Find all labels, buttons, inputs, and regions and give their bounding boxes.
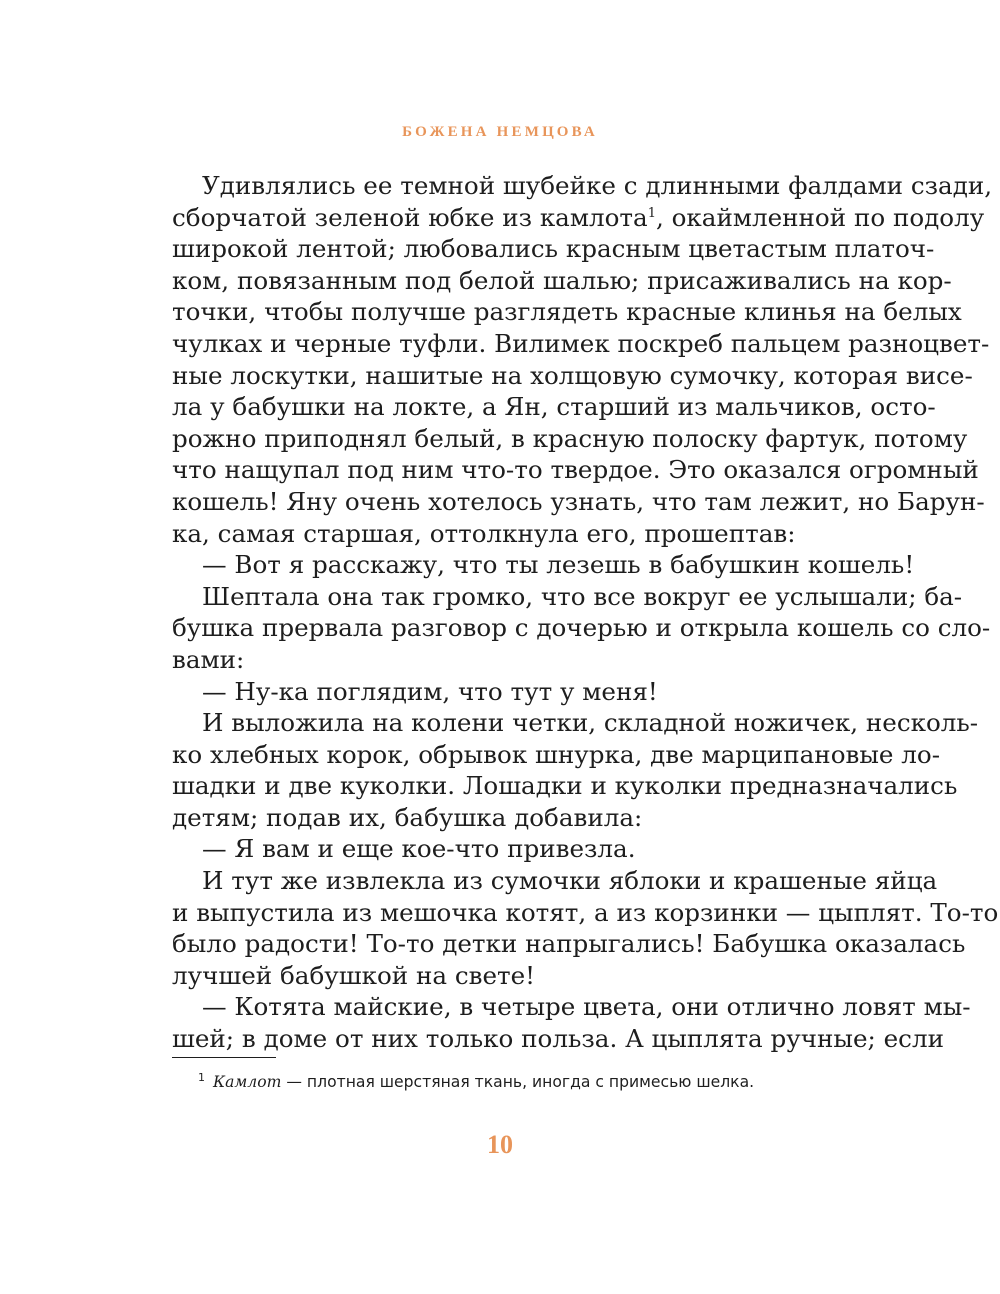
footnote-mark: 1 <box>198 1070 205 1084</box>
footnote-divider <box>172 1057 276 1058</box>
text-line: вами: <box>172 644 245 674</box>
footnote-text: — плотная шерстяная ткань, иногда с примесью шелка. <box>281 1073 755 1091</box>
text-line: ком, повязанным под белой шалью; присаживались на кор- <box>172 265 952 295</box>
text-line: сборчатой зеленой юбке из камлота$^1$, окаймленной по подолу <box>172 202 985 232</box>
text-line: было радости! То-то детки напрыгались! Бабушка оказалась <box>172 929 966 959</box>
text-line: И тут же извлекла из сумочки яблоки и крашеные яйца <box>202 866 938 896</box>
text-line: лучшей бабушкой на свете! <box>172 960 536 990</box>
footnote <box>198 1072 754 1092</box>
text-line: шадки и две куколки. Лошадки и куколки предназначались <box>172 771 958 801</box>
text-line: ные лоскутки, нашитые на холщовую сумочку, которая висе- <box>172 360 973 390</box>
text-line: и выпустила из мешочка котят, а из корзинки — цыплят. То-то <box>172 897 999 927</box>
text-line: бушка прервала разговор с дочерью и открыла кошель со сло- <box>172 613 991 643</box>
text-line: — Я вам и еще кое-что привезла. <box>202 834 636 864</box>
text-line: И выложила на колени четки, складной ножичек, несколь- <box>202 708 979 738</box>
body-text <box>172 170 999 1055</box>
text-line: — Вот я расскажу, что ты лезешь в бабушкин кошель! <box>202 550 915 580</box>
text-line: ко хлебных корок, обрывок шнурка, две марципановые ло- <box>172 739 941 769</box>
text-line: детям; подав их, бабушка добавила: <box>172 802 643 832</box>
text-line: что нащупал под ним что-то твердое. Это оказался огромный <box>172 455 979 485</box>
text-line: — Котята майские, в четыре цвета, они отлично ловят мы- <box>202 992 971 1022</box>
text-line: рожно приподнял белый, в красную полоску фартук, потому <box>172 423 968 453</box>
text-line: ка, самая старшая, оттолкнула его, прошептав: <box>172 518 796 548</box>
footnote-reference: 1 <box>647 205 656 221</box>
page-number: 10 <box>487 1130 513 1159</box>
text-line: точки, чтобы получше разглядеть красные клинья на белых <box>172 297 962 327</box>
text-line: ла у бабушки на локте, а Ян, старший из мальчиков, осто- <box>172 392 936 422</box>
text-line: чулках и черные туфли. Вилимек поскреб пальцем разноцвет- <box>172 328 990 358</box>
running-head: БОЖЕНА НЕМЦОВА <box>402 124 598 140</box>
text-line: Удивлялись ее темной шубейке с длинными фалдами сзади, <box>202 171 993 200</box>
text-line: кошель! Яну очень хотелось узнать, что там лежит, но Барун- <box>172 486 985 516</box>
text-line: широкой лентой; любовались красным цветастым платоч- <box>172 234 935 264</box>
footnote-term: Камлот <box>213 1073 282 1091</box>
text-line: Шептала она так громко, что все вокруг ее услышали; ба- <box>202 581 963 611</box>
text-line: — Ну-ка поглядим, что тут у меня! <box>202 676 658 706</box>
text-line: шей; в доме от них только польза. А цыплята ручные; если <box>172 1024 944 1054</box>
